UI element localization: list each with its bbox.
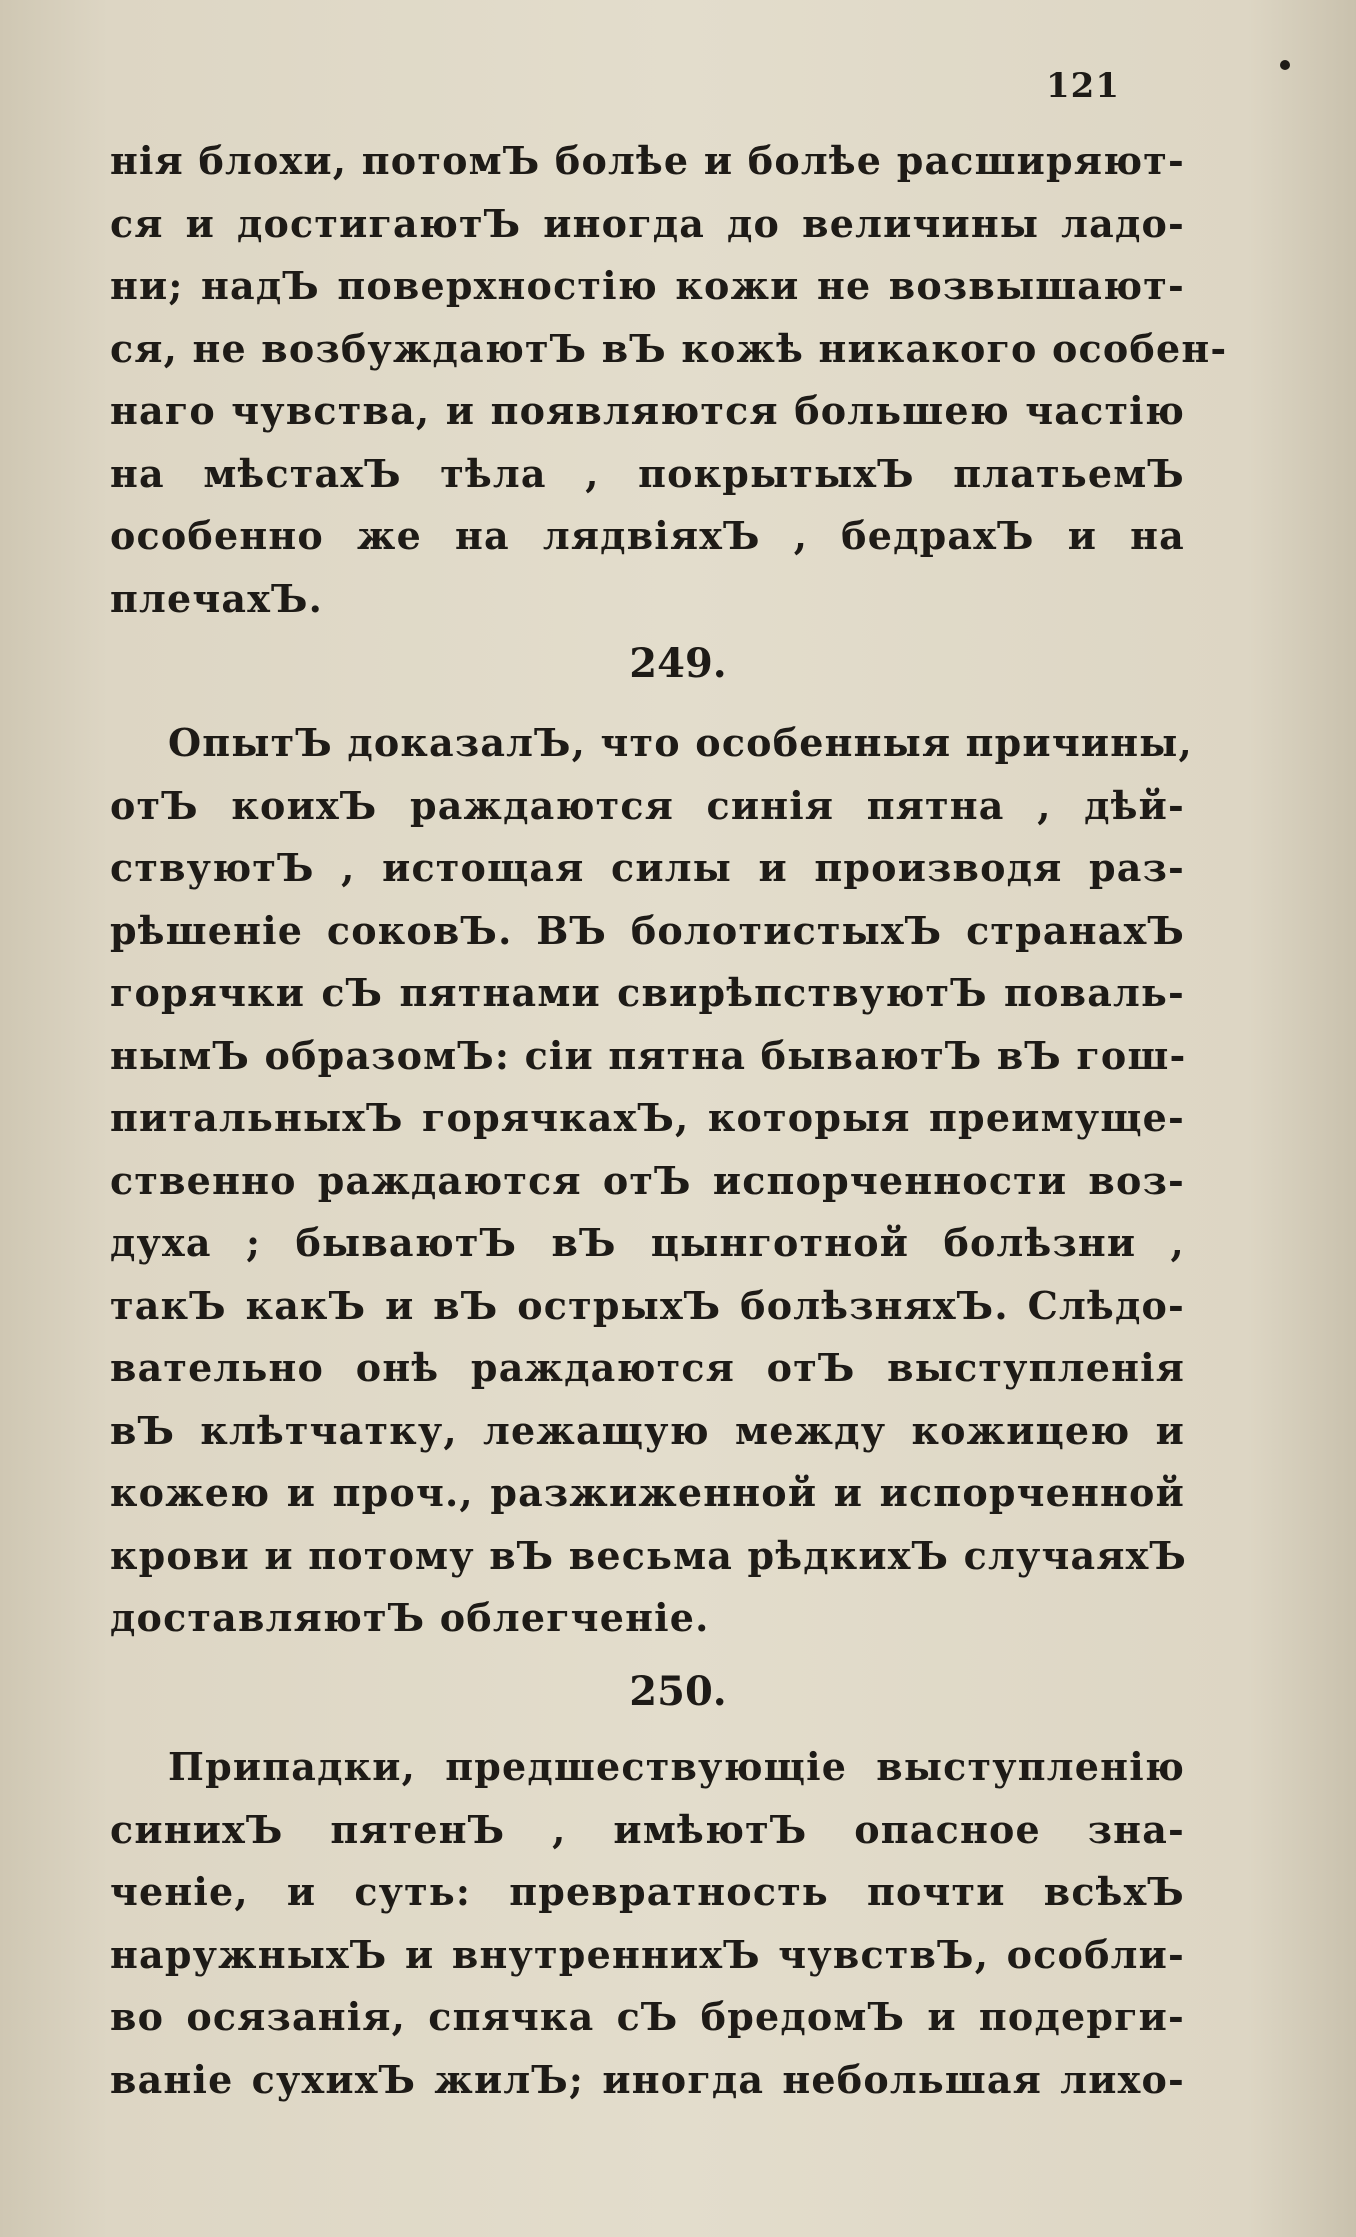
paragraph-continued [110,130,1228,630]
text-line: наго чувства, и появляются большею частію [110,388,1185,433]
text-line: ся и достигаютЪ иногда до величины ладо- [110,200,1185,246]
paragraph-250 [110,1736,1185,2111]
text-line: вательно онѣ раждаются отЪ выступленія [110,1345,1185,1390]
text-line: ваніе сухихЪ жилЪ; иногда небольшая лихо- [110,2056,1185,2102]
text-line: крови и потому вЪ весьма рѣдкихЪ случаяхЪ [110,1532,1187,1578]
text-line: ОпытЪ доказалЪ, что особенныя причины, [168,720,1193,765]
text-line: во осязанія, спячка сЪ бредомЪ и подерги- [110,1994,1185,2039]
ink-speck [1280,60,1290,70]
text-line: ся, не возбуждаютЪ вЪ кожѣ никакого особен- [110,325,1228,371]
text-line: ственно раждаются отЪ испорченности воз- [110,1157,1185,1203]
text-line: нія блохи, потомЪ болѣе и болѣе расширяют- [110,138,1185,183]
text-line: нымЪ образомЪ: сіи пятна бываютЪ вЪ гош- [110,1032,1187,1078]
text-line: ни; надЪ поверхностію кожи не возвышают- [110,263,1185,308]
text-line: питальныхЪ горячкахЪ, которыя преимуще- [110,1095,1185,1140]
text-line: духа ; бываютЪ вЪ цынготной болѣзни , [110,1220,1185,1265]
text-line: синихЪ пятенЪ , имѣютЪ опасное зна- [110,1806,1185,1852]
section-number-249: 249. [629,640,727,687]
text-line: ченіе, и суть: превратность почти всѣхЪ [110,1869,1185,1914]
text-line: особенно же на лядвіяхЪ , бедрахЪ и на [110,513,1185,558]
text-line: отЪ коихЪ раждаются синія пятна , дѣй- [110,782,1185,828]
text-line: доставляютЪ облегченіе. [110,1595,710,1640]
text-line: вЪ клѣтчатку, лежащую между кожицею и [110,1407,1185,1453]
text-line: рѣшеніе соковЪ. ВЪ болотистыхЪ странахЪ [110,907,1185,953]
paragraph-249 [110,712,1193,1650]
section-number-250: 250. [629,1668,727,1715]
text-line: кожею и проч., разжиженной и испорченной [110,1470,1185,1515]
text-line: такЪ какЪ и вЪ острыхЪ болѣзняхЪ. Слѣдо- [110,1282,1185,1328]
text-line: горячки сЪ пятнами свирѣпствуютЪ поваль- [110,970,1185,1015]
text-line: ствуютЪ , истощая силы и производя раз- [110,845,1185,890]
text-line: наружныхЪ и внутреннихЪ чувствЪ, особли- [110,1931,1185,1977]
text-line: Припадки, предшествующіе выступленію [168,1744,1185,1789]
text-line: на мѣстахЪ тѣла , покрытыхЪ платьемЪ [110,450,1185,496]
page-number: 121 [1046,66,1120,106]
text-line: плечахЪ. [110,575,324,621]
